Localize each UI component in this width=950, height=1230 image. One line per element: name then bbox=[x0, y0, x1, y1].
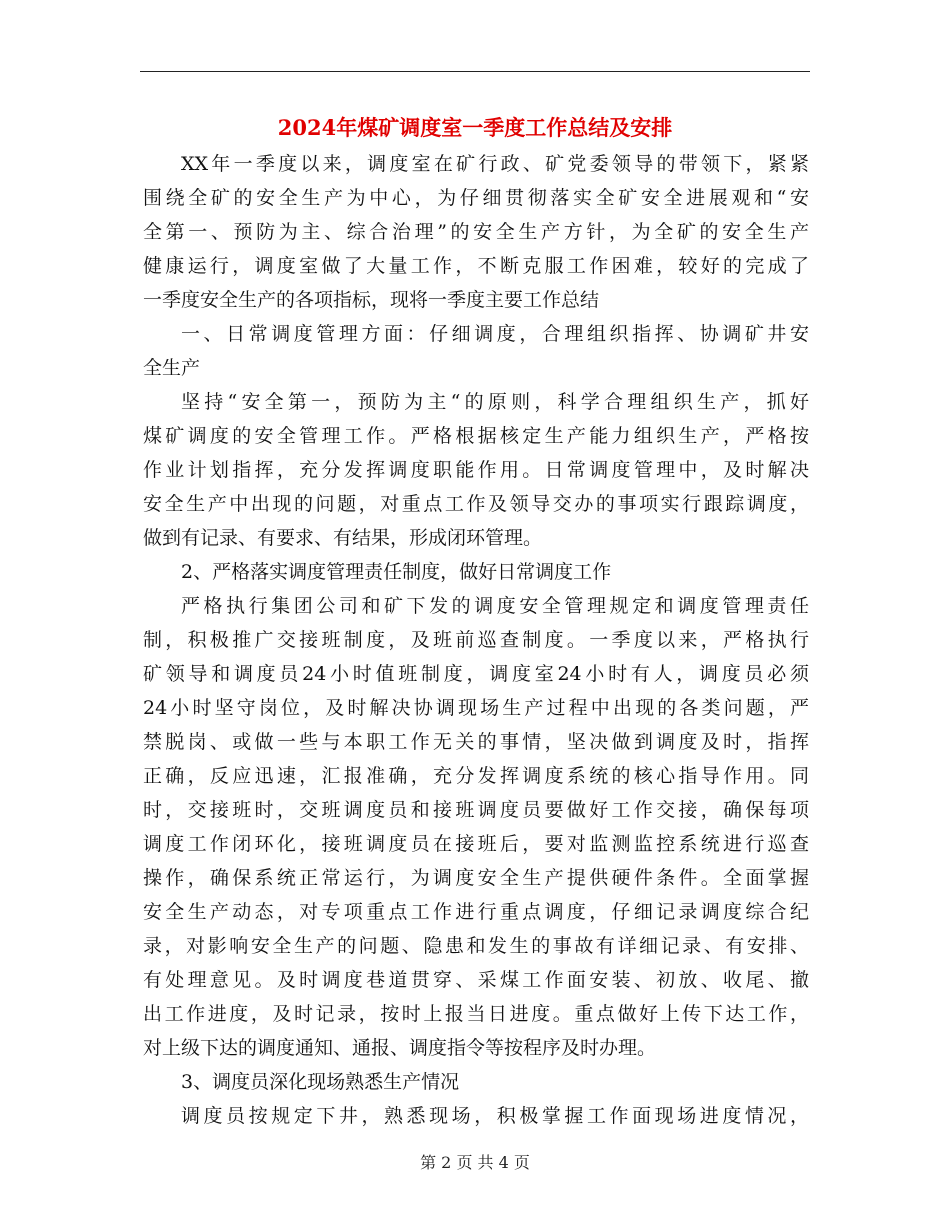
body-line: 健康运行，调度室做了大量工作，不断克服工作困难，较好的完成了 bbox=[143, 255, 809, 277]
body-line: 有处理意见。及时调度巷道贯穿、采煤工作面安装、初放、收尾、撤 bbox=[143, 969, 809, 991]
body-line: XX年一季度以来，调度室在矿行政、矿党委领导的带领下，紧紧 bbox=[181, 153, 809, 175]
body-line: 2、严格落实调度管理责任制度，做好日常调度工作 bbox=[181, 561, 612, 583]
page-number: 第 2 页 共 4 页 bbox=[420, 1153, 530, 1172]
body-line: 一季度安全生产的各项指标，现将一季度主要工作总结 bbox=[143, 289, 600, 311]
body-line: 围绕全矿的安全生产为中心，为仔细贯彻落实全矿安全进展观和“安 bbox=[143, 187, 809, 209]
body-line: 禁脱岗、或做一些与本职工作无关的事情，坚决做到调度及时，指挥 bbox=[143, 731, 809, 753]
body-line: 严格执行集团公司和矿下发的调度安全管理规定和调度管理责任 bbox=[181, 595, 809, 617]
body-line: 3、调度员深化现场熟悉生产情况 bbox=[181, 1071, 460, 1093]
body-line: 对上级下达的调度通知、通报、调度指令等按程序及时办理。 bbox=[143, 1037, 657, 1059]
body-line: 安全生产中出现的问题，对重点工作及领导交办的事项实行跟踪调度， bbox=[143, 493, 809, 515]
body-line: 煤矿调度的安全管理工作。严格根据核定生产能力组织生产，严格按 bbox=[143, 425, 809, 447]
document-body bbox=[143, 147, 809, 1133]
body-line: 一、日常调度管理方面：仔细调度，合理组织指挥、协调矿井安 bbox=[181, 323, 809, 345]
body-line: 作业计划指挥，充分发挥调度职能作用。日常调度管理中，及时解决 bbox=[143, 459, 809, 481]
body-line: 坚持“安全第一，预防为主“的原则，科学合理组织生产，抓好 bbox=[181, 391, 809, 413]
body-line: 出工作进度，及时记录，按时上报当日进度。重点做好上传下达工作， bbox=[143, 1003, 809, 1025]
body-line: 全生产 bbox=[143, 357, 201, 379]
body-line: 安全生产动态，对专项重点工作进行重点调度，仔细记录调度综合纪 bbox=[143, 901, 809, 923]
document-title: 2024年煤矿调度室一季度工作总结及安排 bbox=[277, 115, 673, 140]
body-line: 矿领导和调度员24小时值班制度，调度室24小时有人，调度员必须 bbox=[143, 663, 809, 685]
body-line: 制，积极推广交接班制度，及班前巡查制度。一季度以来，严格执行 bbox=[143, 629, 809, 651]
body-line: 调度工作闭环化，接班调度员在接班后，要对监测监控系统进行巡查 bbox=[143, 833, 809, 855]
body-line: 录，对影响安全生产的问题、隐患和发生的事故有详细记录、有安排、 bbox=[143, 935, 809, 957]
body-line: 操作，确保系统正常运行，为调度安全生产提供硬件条件。全面掌握 bbox=[143, 867, 809, 889]
body-line: 做到有记录、有要求、有结果，形成闭环管理。 bbox=[143, 527, 543, 549]
body-line: 全第一、预防为主、综合治理”的安全生产方针，为全矿的安全生产 bbox=[143, 221, 809, 243]
body-line: 调度员按规定下井，熟悉现场，积极掌握工作面现场进度情况， bbox=[181, 1105, 809, 1127]
body-line: 正确，反应迅速，汇报准确，充分发挥调度系统的核心指导作用。同 bbox=[143, 765, 809, 787]
body-line: 时，交接班时，交班调度员和接班调度员要做好工作交接，确保每项 bbox=[143, 799, 809, 821]
body-line: 24小时坚守岗位，及时解决协调现场生产过程中出现的各类问题，严 bbox=[143, 697, 809, 719]
header-rule bbox=[140, 71, 810, 72]
